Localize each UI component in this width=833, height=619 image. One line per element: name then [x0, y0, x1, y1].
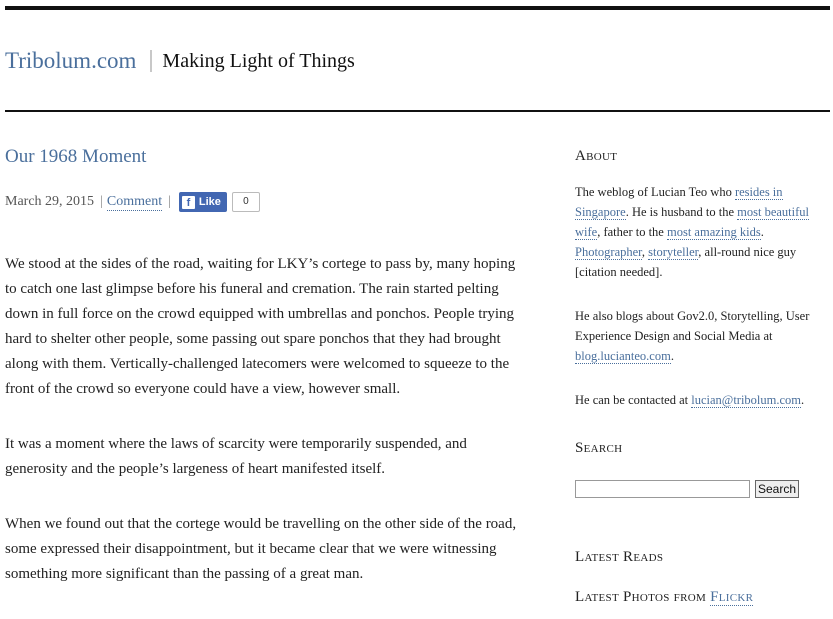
meta-separator: | — [100, 194, 103, 209]
facebook-icon: f — [182, 196, 195, 209]
also-blogs-part: . — [670, 349, 674, 363]
latest-photos-text: Latest Photos from — [575, 589, 711, 605]
contact-text — [575, 390, 830, 410]
site-name-link[interactable]: Tribolum.com — [5, 48, 137, 73]
about-text-part: . He is husband to the — [625, 205, 738, 219]
latest-photos-heading — [575, 587, 830, 607]
blog-link[interactable]: blog.lucianteo.com — [575, 349, 671, 363]
main-content — [5, 140, 525, 582]
also-blogs-text — [575, 306, 830, 366]
post-paragraph: When we found out that the cortege would be travelling on the other side of the road, some expressed their disappointment, but it became clear that we were witnessing something more significant than the passing of a great man. — [5, 516, 517, 582]
search-heading: Search — [575, 440, 623, 456]
email-link[interactable]: lucian@tribolum.com — [691, 393, 802, 407]
contact-part: He can be contacted at — [575, 393, 692, 407]
storyteller-link[interactable]: storyteller — [648, 245, 699, 259]
search-button[interactable]: Search — [755, 480, 799, 498]
about-text-part: . — [760, 225, 764, 239]
about-text-part: , all-round nice guy [citation needed]. — [575, 245, 797, 279]
sidebar — [575, 140, 830, 607]
post-paragraph: It was a moment where the laws of scarcity were temporarily suspended, and generosity and the people’s largeness of heart manifested itself. — [5, 436, 467, 477]
like-count: 0 — [232, 192, 260, 212]
header-separator — [150, 50, 152, 72]
contact-part: . — [801, 393, 805, 407]
about-text — [575, 182, 830, 282]
also-blogs-part: He also blogs about Gov2.0, Storytelling, User Experience Design and Social Media at — [575, 309, 810, 343]
facebook-like-widget — [179, 192, 260, 212]
comment-link[interactable]: Comment — [106, 193, 163, 209]
about-text-part: The weblog of Lucian Teo who — [575, 185, 735, 199]
post-meta — [5, 192, 260, 212]
photographer-link[interactable]: Photographer — [575, 245, 642, 259]
search-form — [575, 480, 830, 498]
site-header — [5, 44, 355, 78]
facebook-like-button[interactable] — [179, 192, 227, 212]
post-title-link[interactable]: Our 1968 Moment — [5, 146, 147, 167]
about-heading: About — [575, 148, 618, 164]
flickr-link[interactable]: Flickr — [710, 589, 754, 605]
kids-link[interactable]: most amazing kids — [666, 225, 761, 239]
latest-reads-heading: Latest Reads — [575, 549, 664, 565]
post-body — [5, 252, 525, 617]
site-tagline: Making Light of Things — [162, 49, 355, 72]
top-border — [5, 6, 830, 10]
post-paragraph: We stood at the sides of the road, waiting for LKY’s cortege to pass by, many hoping to catch one last glimpse before his funeral and cremation. The rain started pelting down in full force on the crowd equipped with umbrellas and ponchos. People trying hard to shelter other people, some passing out spare ponchos that they had brought along with them. Vertically-challenged latecomers were welcomed to squeeze to the front of the crowd so everyone could have a view, however small. — [5, 256, 516, 397]
resides-link[interactable]: resides in Singapore — [575, 185, 783, 219]
header-divider — [5, 110, 830, 112]
like-label: Like — [198, 196, 221, 208]
meta-separator: | — [168, 194, 171, 209]
about-text-part: , father to the — [597, 225, 667, 239]
search-input[interactable] — [575, 480, 750, 498]
post-date: March 29, 2015 — [5, 194, 95, 209]
wife-link[interactable]: most beautiful wife — [575, 205, 810, 239]
about-text-part: , — [641, 245, 649, 259]
